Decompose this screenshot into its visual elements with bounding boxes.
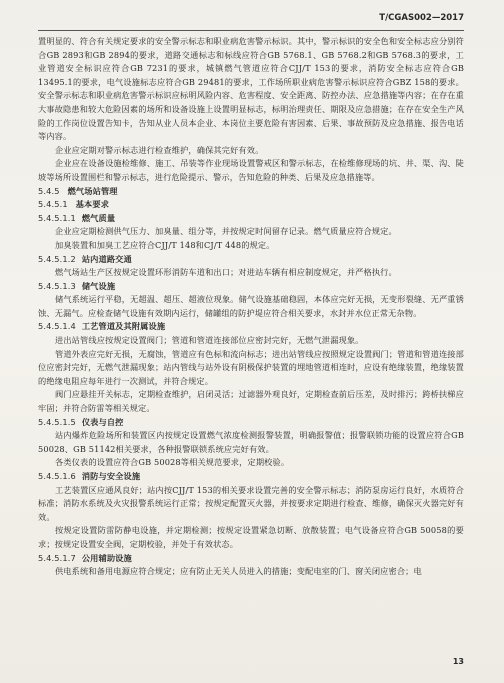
section-title: 基本要求 [75, 199, 110, 210]
section-heading [38, 552, 464, 566]
paragraph: 供电系统和备用电源应符合规定；应有防止无关人员进入的措施；变配电室的门、窗关闭应密合；电 [55, 566, 422, 577]
section-heading [38, 320, 464, 334]
section-title: 仪表与自控 [81, 416, 124, 427]
paragraph: 加臭装置和加臭工艺应符合CJJ/T 148和CJ/T 448的规定。 [55, 239, 275, 250]
section-number: 5.4.5.1 [38, 199, 68, 210]
paragraph: 各类仪表的设置应符合GB 50028等相关规范要求，定期校验。 [55, 457, 290, 468]
paragraph: 进出站管线应按规定设置阀门；管道和管道连接部位应密封完好，无燃气泄漏现象。 [55, 335, 364, 346]
paragraph: 工艺装置区应通风良好；站内按CJJ/T 153的相关要求设置完善的安全警示标志；消防泵房运行良好，水质符合标准；消防水系统及火灾报警系统运行正常；按规定配置灭火器，并按要求定期进行检查、维修，确保灭火器完好有效。 [38, 484, 464, 522]
section-number: 5.4.5.1.1 [38, 212, 76, 223]
document-body [38, 35, 464, 579]
paragraph: 企业应在设备设施检维修、施工、吊装等作业现场设置警戒区和警示标志，在检维修现场的坑、井、渠、沟、陡坡等场所设置围栏和警示标志，进行危险提示、警示，告知危险的种类、后果及应急措施等。 [38, 158, 464, 182]
section-title: 燃气场站管理 [67, 185, 118, 196]
paragraph: 按规定设置防雷防静电设施，并定期检测；按规定设置紧急切断、放散装置；电气设备应符合GB 50058的要求；按规定设置安全阀，定期校验，并处于有效状态。 [38, 525, 464, 549]
section-number: 5.4.5 [38, 185, 60, 196]
section-number: 5.4.5.1.4 [38, 321, 76, 332]
section-title: 消防与安全设施 [81, 471, 141, 481]
section-number: 5.4.5.1.2 [38, 253, 76, 264]
section-title: 储气设施 [81, 280, 116, 291]
section-heading [38, 280, 464, 294]
standard-code: T/CGAS002—2017 [379, 13, 464, 23]
section-title: 站内道路交通 [81, 253, 132, 264]
page-number: 13 [452, 657, 464, 666]
paragraph: 管道外表应完好无损，无腐蚀，管道应有色标和流向标志；进出站管线应按照规定设置阀门；管道和管道连接部位应密封完好，无燃气泄漏现象；站内管线与站外设有阴极保护装置的埋地管道相连时，应设有绝缘装置，绝缘装置的绝缘电阻应每年进行一次测试，并符合规定。 [38, 348, 464, 386]
header-rule [38, 30, 464, 31]
paragraph: 企业应定期检测供气压力、加臭量、组分等，并按规定时间留存记录。燃气质量应符合规定。 [55, 226, 397, 237]
paragraph: 燃气场站生产区按规定设置环形消防车道和出口；对进站车辆有相应制度规定，并严格执行。 [55, 267, 397, 278]
section-title: 工艺管道及其附属设施 [81, 321, 166, 332]
paragraph: 阀门应悬挂开关标志，定期检查维护，启闭灵活；过滤器外观良好，定期检查前后压差，及时排污；跨桥扶梯应牢固；并符合防雷等相关规定。 [38, 389, 464, 414]
paragraph: 站内爆炸危险场所和装置区内按规定设置燃气浓度检测报警装置，明确报警值；报警联锁功能的设置应符合GB 50028、GB 51142相关要求，各种报警联锁系统应完好有效。 [38, 430, 464, 454]
section-number: 5.4.5.1.3 [38, 280, 76, 291]
section-heading [38, 185, 464, 199]
paragraph: 企业应定期对警示标志进行检查维护，确保其完好有效。 [55, 144, 264, 155]
paragraph: 储气系统运行平稳，无超温、超压、超液位现象。储气设施基础稳固，本体应完好无损，无变形裂缝、无严重锈蚀、无漏气。应检查储气设施有效期内运行，储罐组的防护堤应符合相关要求，水封并水位正常无杂物。 [38, 294, 464, 318]
section-heading [38, 253, 464, 267]
section-number: 5.4.5.1.6 [38, 471, 76, 481]
paragraph: 置明显的、符合有关规定要求的安全警示标志和职业病危害警示标识。其中，警示标识的安全色和安全标志应分别符合GB 2893和GB 2894的要求，道路交通标志和标线应符合GB 5768.1、GB 5768.2和GB 5768.3的要求，工业管道安全标识应符合GB 7231的要求，城镇燃气管道应符合CJJ/T 153的要求，消防安全标志应符合GB 13495.1的要求，电气设施标志应符合GB 29481的要求，工作场所职业病危害警示标识应符合GBZ 158的要求。安全警示标志和职业病危害警示标识应标明风险内容、危害程度、安全距离、防控办法、应急措施等内容；在存在重大事故隐患和较大危险因素的场所和设备设施上设置明显标志，标明治理责任、期限及应急措施；在存在安全生产风险的工作岗位设置告知卡，告知从业人员本企业、本岗位主要危险有害因素、后果、事故预防及应急措施、报告电话等内容。 [38, 36, 464, 142]
section-heading [38, 198, 464, 212]
section-heading [38, 470, 464, 484]
section-heading [38, 416, 464, 430]
section-heading [38, 212, 464, 226]
section-title: 燃气质量 [81, 212, 116, 223]
section-number: 5.4.5.1.5 [38, 416, 76, 427]
section-title: 公用辅助设施 [81, 552, 132, 563]
section-number: 5.4.5.1.7 [38, 552, 76, 563]
